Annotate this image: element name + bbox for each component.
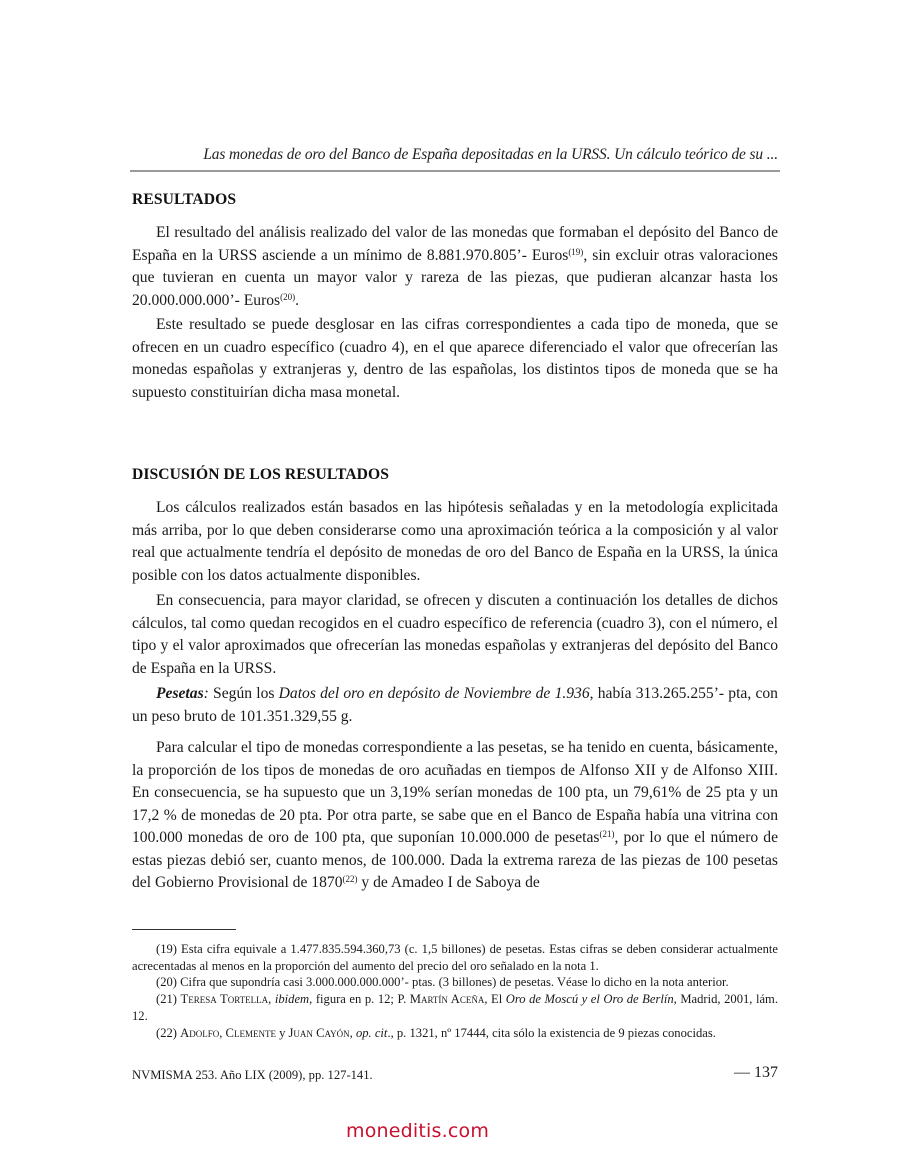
- source-title: Datos del oro en depósito de Noviembre de 1.936: [278, 685, 590, 702]
- paragraph-pesetas: Pesetas: Según los Datos del oro en depósito de Noviembre de 1.936, había 313.265.255’- pta, con un peso bruto de 101.351.329,55 g.: [132, 685, 778, 725]
- paragraph-resultados-1: El resultado del análisis realizado del valor de las monedas que formaban el depósito del Banco de España en la URSS asciende a un mínimo de 8.881.970.805’- Euros$^{(19)}$, sin excluir otras valoraciones que tuvieran en cuenta un mayor valor y rareza de las piezas, que pudieran alcanzar hasta los 20.000.000.000’- Euros$^{(20)}$.: [132, 224, 778, 309]
- footnote-ref-21[interactable]: (21): [599, 829, 615, 839]
- footnote-separator: [132, 929, 236, 930]
- footnote-ref-20[interactable]: (20): [280, 291, 296, 302]
- journal-citation: NVMISMA 253. Año LIX (2009), pp. 127-141.: [132, 1068, 373, 1082]
- author-name: Adolfo: [180, 1026, 220, 1040]
- page-number: — 137: [734, 1064, 778, 1081]
- header-rule: [130, 170, 780, 172]
- footnote-ref-22[interactable]: (22): [342, 874, 358, 884]
- paragraph-discusion-2: En consecuencia, para mayor claridad, se ofrecen y discuten a continuación los detalles de dichos cálculos, tal como quedan recogidos en el cuadro específico de referencia (cuadro 3), con el número, el tipo y el valor aproximados que ofrecerían las monedas españolas y extranjeras del depósito del Banco de España en la URSS.: [132, 592, 778, 677]
- footnote-ref-19[interactable]: (19): [568, 246, 584, 257]
- section-title-discusion: DISCUSIÓN DE LOS RESULTADOS: [132, 466, 390, 483]
- footnote-21: (21) Teresa Tortella, ibidem, figura en p. 12; P. Martín Aceña, El Oro de Moscú y el Oro de Berlín, Madrid, 2001, lám. 12.: [132, 992, 779, 1023]
- paragraph-resultados-2: Este resultado se puede desglosar en las cifras correspondientes a cada tipo de moneda, que se ofrecen en un cuadro específico (cuadro 4), en el que aparece diferenciado el valor que ofrecerían las monedas españolas y extranjeras y, dentro de las españolas, los distintos tipos de moneda que se ha supuesto constituirían dicha masa monetal.: [132, 316, 778, 401]
- author-name: Clemente: [225, 1026, 276, 1040]
- footnote-20: (20) Cifra que supondría casi 3.000.000.000.000’- ptas. (3 billones) de pesetas. Véase lo dicho en la nota anterior.: [156, 975, 729, 989]
- footnote-19: (19) Esta cifra equivale a 1.477.835.594.360,73 (c. 1,5 billones) de pesetas. Estas cifras se deben considerar actualmente acrecentadas al menos en la proporción del aumento del precio del oro señalado en la nota 1.: [132, 942, 778, 973]
- paragraph-discusion-1: Los cálculos realizados están basados en las hipótesis señaladas y en la metodología explicitada más arriba, por lo que deben considerarse como una aproximación teórica a la composición y al valor real que actualmente tendría el depósito de monedas de oro del Banco de España en la URSS, la única posible con los datos actualmente disponibles.: [132, 499, 778, 584]
- footnote-22: (22) Adolfo, Clemente y Juan Cayón, op. cit., p. 1321, nº 17444, cita sólo la existencia de 9 piezas conocidas.: [156, 1026, 716, 1040]
- pesetas-lead: Pesetas: [156, 685, 204, 702]
- author-name: Martín Aceña: [409, 992, 485, 1006]
- author-name: Teresa Tortella: [180, 992, 269, 1006]
- paragraph-calculo-pesetas: Para calcular el tipo de monedas correspondiente a las pesetas, se ha tenido en cuenta, básicamente, la proporción de los tipos de monedas de oro acuñadas en tiempos de Alfonso XII y de Alfonso XIII. En consecuencia, se ha supuesto que un 3,19% serían monedas de 100 pta, un 79,61% de 25 pta y un 17,2 % de monedas de 20 pta. Por otra parte, se sabe que en el Banco de España había una vitrina con 100.000 monedas de oro de 100 pta, que suponían 10.000.000 de pesetas$^{(21)}$, por lo que el número de estas piezas debió ser, cuanto menos, de 100.000. Dada la extrema rareza de las piezas de 100 pesetas del Gobierno Provisional de 1870$^{(22)}$ y de Amadeo I de Saboya de: [132, 739, 778, 891]
- book-title: Oro de Moscú y el Oro de Berlín,: [505, 992, 677, 1006]
- section-title-resultados: RESULTADOS: [132, 191, 237, 208]
- running-head: Las monedas de oro del Banco de España depositadas en la URSS. Un cálculo teórico de su ...: [203, 146, 778, 163]
- watermark-link[interactable]: moneditis.com: [346, 1120, 490, 1142]
- author-name: Juan Cayón: [288, 1026, 350, 1040]
